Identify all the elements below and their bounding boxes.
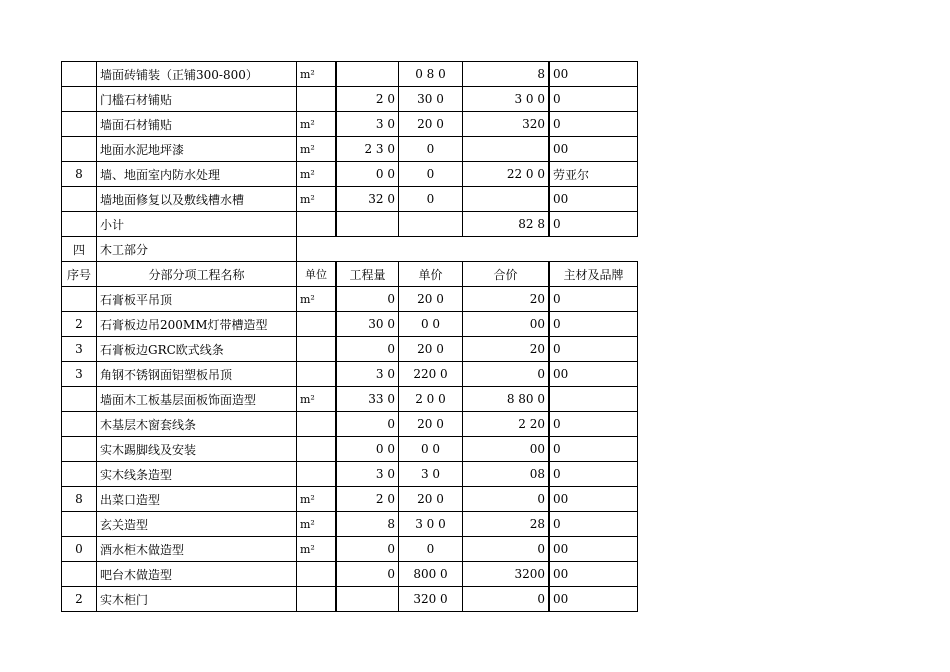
cell-qty xyxy=(336,62,399,87)
cell-brand: 00 xyxy=(549,562,638,587)
cell-no xyxy=(62,187,97,212)
cell-brand: 00 xyxy=(549,137,638,162)
cell-brand: 劳亚尔 xyxy=(549,162,638,187)
cell-brand: 0 xyxy=(549,412,638,437)
cell-unit: 单位 xyxy=(297,262,337,287)
cell-no: 8 xyxy=(62,487,97,512)
table-row xyxy=(62,462,638,487)
cell-name: 实木线条造型 xyxy=(97,462,297,487)
cell-qty: 3 0 xyxy=(336,362,399,387)
cell-price xyxy=(399,212,463,237)
cell-brand: 0 xyxy=(549,212,638,237)
cell-name: 石膏板平吊顶 xyxy=(97,287,297,312)
cell-price: 20 0 xyxy=(399,112,463,137)
cell-qty: 0 xyxy=(336,562,399,587)
cell-qty: 32 0 xyxy=(336,187,399,212)
cell-brand: 0 xyxy=(549,462,638,487)
table-row xyxy=(62,512,638,537)
cell-brand: 00 xyxy=(549,537,638,562)
cell-qty: 2 3 0 xyxy=(336,137,399,162)
table-row xyxy=(62,562,638,587)
cell-no xyxy=(62,287,97,312)
cell-total: 320 xyxy=(463,112,550,137)
cell-price: 220 0 xyxy=(399,362,463,387)
cell-unit xyxy=(297,362,337,387)
section-title: 木工部分 xyxy=(97,237,297,262)
cell-unit: m² xyxy=(297,137,337,162)
cell-total: 08 xyxy=(463,462,550,487)
cell-brand: 0 xyxy=(549,287,638,312)
cell-name: 墙面砖铺装（正铺300-800） xyxy=(97,62,297,87)
cell-no xyxy=(62,387,97,412)
cell-no xyxy=(62,512,97,537)
cell-no xyxy=(62,87,97,112)
cell-name: 分部分项工程名称 xyxy=(97,262,297,287)
table-row xyxy=(62,437,638,462)
table-row xyxy=(62,162,638,187)
cell-no xyxy=(62,62,97,87)
cell-total: 22 0 0 xyxy=(463,162,550,187)
quote-table xyxy=(61,61,638,612)
cell-brand: 00 xyxy=(549,487,638,512)
cell-price: 320 0 xyxy=(399,587,463,612)
cell-total: 合价 xyxy=(463,262,550,287)
cell-qty: 8 xyxy=(336,512,399,537)
cell-brand: 0 xyxy=(549,437,638,462)
cell-price: 0 8 0 xyxy=(399,62,463,87)
cell-no xyxy=(62,212,97,237)
cell-unit xyxy=(297,562,337,587)
empty-cell xyxy=(463,237,550,262)
cell-price: 3 0 xyxy=(399,462,463,487)
cell-brand: 主材及品牌 xyxy=(549,262,638,287)
table-row xyxy=(62,187,638,212)
cell-brand: 00 xyxy=(549,587,638,612)
cell-name: 实木踢脚线及安装 xyxy=(97,437,297,462)
cell-name: 石膏板边GRC欧式线条 xyxy=(97,337,297,362)
table-row xyxy=(62,287,638,312)
cell-total: 0 xyxy=(463,362,550,387)
table-row xyxy=(62,87,638,112)
cell-name: 出菜口造型 xyxy=(97,487,297,512)
section-row xyxy=(62,237,638,262)
cell-no xyxy=(62,562,97,587)
cell-no: 3 xyxy=(62,337,97,362)
empty-cell xyxy=(549,237,638,262)
cell-qty: 0 xyxy=(336,412,399,437)
cell-qty: 33 0 xyxy=(336,387,399,412)
cell-total: 0 xyxy=(463,587,550,612)
cell-no xyxy=(62,412,97,437)
cell-qty: 3 0 xyxy=(336,462,399,487)
cell-total: 28 xyxy=(463,512,550,537)
cell-name: 小计 xyxy=(97,212,297,237)
cell-price: 0 0 xyxy=(399,437,463,462)
cell-qty: 0 0 xyxy=(336,162,399,187)
cell-brand: 0 xyxy=(549,87,638,112)
cell-unit: m² xyxy=(297,187,337,212)
cell-unit: m² xyxy=(297,162,337,187)
cell-qty: 0 xyxy=(336,337,399,362)
cell-name: 角钢不锈钢面铝塑板吊顶 xyxy=(97,362,297,387)
table-row xyxy=(62,212,638,237)
cell-unit: m² xyxy=(297,112,337,137)
cell-total: 00 xyxy=(463,437,550,462)
cell-qty: 3 0 xyxy=(336,112,399,137)
cell-total: 2 20 xyxy=(463,412,550,437)
cell-total: 0 xyxy=(463,487,550,512)
cell-price: 3 0 0 xyxy=(399,512,463,537)
cell-unit xyxy=(297,87,337,112)
cell-total: 20 xyxy=(463,337,550,362)
cell-total: 20 xyxy=(463,287,550,312)
cell-unit xyxy=(297,412,337,437)
cell-name: 酒水柜木做造型 xyxy=(97,537,297,562)
cell-price: 0 xyxy=(399,162,463,187)
cell-name: 石膏板边吊200MM灯带槽造型 xyxy=(97,312,297,337)
cell-no xyxy=(62,437,97,462)
cell-name: 地面水泥地坪漆 xyxy=(97,137,297,162)
cell-total: 8 xyxy=(463,62,550,87)
cell-no: 序号 xyxy=(62,262,97,287)
cell-name: 吧台木做造型 xyxy=(97,562,297,587)
cell-no xyxy=(62,462,97,487)
cell-brand: 00 xyxy=(549,62,638,87)
cell-unit xyxy=(297,337,337,362)
cell-price: 800 0 xyxy=(399,562,463,587)
cell-total xyxy=(463,137,550,162)
cell-total: 8 80 0 xyxy=(463,387,550,412)
cell-name: 玄关造型 xyxy=(97,512,297,537)
cell-unit: m² xyxy=(297,287,337,312)
cell-name: 墙、地面室内防水处理 xyxy=(97,162,297,187)
cell-unit: m² xyxy=(297,387,337,412)
cell-brand: 00 xyxy=(549,362,638,387)
cell-qty: 0 xyxy=(336,537,399,562)
cell-total: 3200 xyxy=(463,562,550,587)
cell-price: 0 xyxy=(399,137,463,162)
cell-name: 墙面石材铺贴 xyxy=(97,112,297,137)
cell-no: 2 xyxy=(62,312,97,337)
cell-unit xyxy=(297,312,337,337)
cell-price: 20 0 xyxy=(399,287,463,312)
cell-unit: m² xyxy=(297,62,337,87)
empty-cell xyxy=(399,237,463,262)
cell-price: 30 0 xyxy=(399,87,463,112)
cell-price: 0 xyxy=(399,187,463,212)
cell-brand xyxy=(549,387,638,412)
cell-name: 门槛石材铺贴 xyxy=(97,87,297,112)
cell-brand: 0 xyxy=(549,512,638,537)
cell-qty: 0 0 xyxy=(336,437,399,462)
cell-unit: m² xyxy=(297,512,337,537)
cell-name: 墙地面修复以及敷线槽水槽 xyxy=(97,187,297,212)
cell-unit xyxy=(297,587,337,612)
cell-no xyxy=(62,137,97,162)
cell-price: 0 0 xyxy=(399,312,463,337)
table-row xyxy=(62,62,638,87)
table-row xyxy=(62,487,638,512)
cell-price: 2 0 0 xyxy=(399,387,463,412)
table-row xyxy=(62,112,638,137)
table-row xyxy=(62,362,638,387)
table-row xyxy=(62,537,638,562)
cell-no: 3 xyxy=(62,362,97,387)
cell-total: 00 xyxy=(463,312,550,337)
cell-brand: 0 xyxy=(549,337,638,362)
cell-name: 木基层木窗套线条 xyxy=(97,412,297,437)
cell-qty: 2 0 xyxy=(336,487,399,512)
cell-total: 3 0 0 xyxy=(463,87,550,112)
cell-total: 82 8 xyxy=(463,212,550,237)
cell-no: 2 xyxy=(62,587,97,612)
cell-unit: m² xyxy=(297,537,337,562)
cell-unit: m² xyxy=(297,487,337,512)
cell-price: 20 0 xyxy=(399,487,463,512)
cell-qty xyxy=(336,587,399,612)
table-row xyxy=(62,412,638,437)
cell-unit xyxy=(297,437,337,462)
cell-unit xyxy=(297,212,337,237)
empty-cell xyxy=(336,237,399,262)
cell-price: 0 xyxy=(399,537,463,562)
cell-price: 单价 xyxy=(399,262,463,287)
cell-price: 20 0 xyxy=(399,337,463,362)
cell-unit xyxy=(297,462,337,487)
cell-no: 8 xyxy=(62,162,97,187)
cell-qty: 30 0 xyxy=(336,312,399,337)
cell-no xyxy=(62,112,97,137)
cell-brand: 00 xyxy=(549,187,638,212)
cell-qty xyxy=(336,212,399,237)
cell-no: 0 xyxy=(62,537,97,562)
cell-qty: 2 0 xyxy=(336,87,399,112)
table-row xyxy=(62,137,638,162)
cell-name: 墙面木工板基层面板饰面造型 xyxy=(97,387,297,412)
cell-qty: 0 xyxy=(336,287,399,312)
table-row xyxy=(62,587,638,612)
table-row xyxy=(62,312,638,337)
section-no: 四 xyxy=(62,237,97,262)
cell-price: 20 0 xyxy=(399,412,463,437)
empty-cell xyxy=(297,237,337,262)
cell-qty: 工程量 xyxy=(336,262,399,287)
table-row xyxy=(62,337,638,362)
header-row xyxy=(62,262,638,287)
cell-total xyxy=(463,187,550,212)
cell-total: 0 xyxy=(463,537,550,562)
cell-name: 实木柜门 xyxy=(97,587,297,612)
table-row xyxy=(62,387,638,412)
cell-brand: 0 xyxy=(549,312,638,337)
cell-brand: 0 xyxy=(549,112,638,137)
